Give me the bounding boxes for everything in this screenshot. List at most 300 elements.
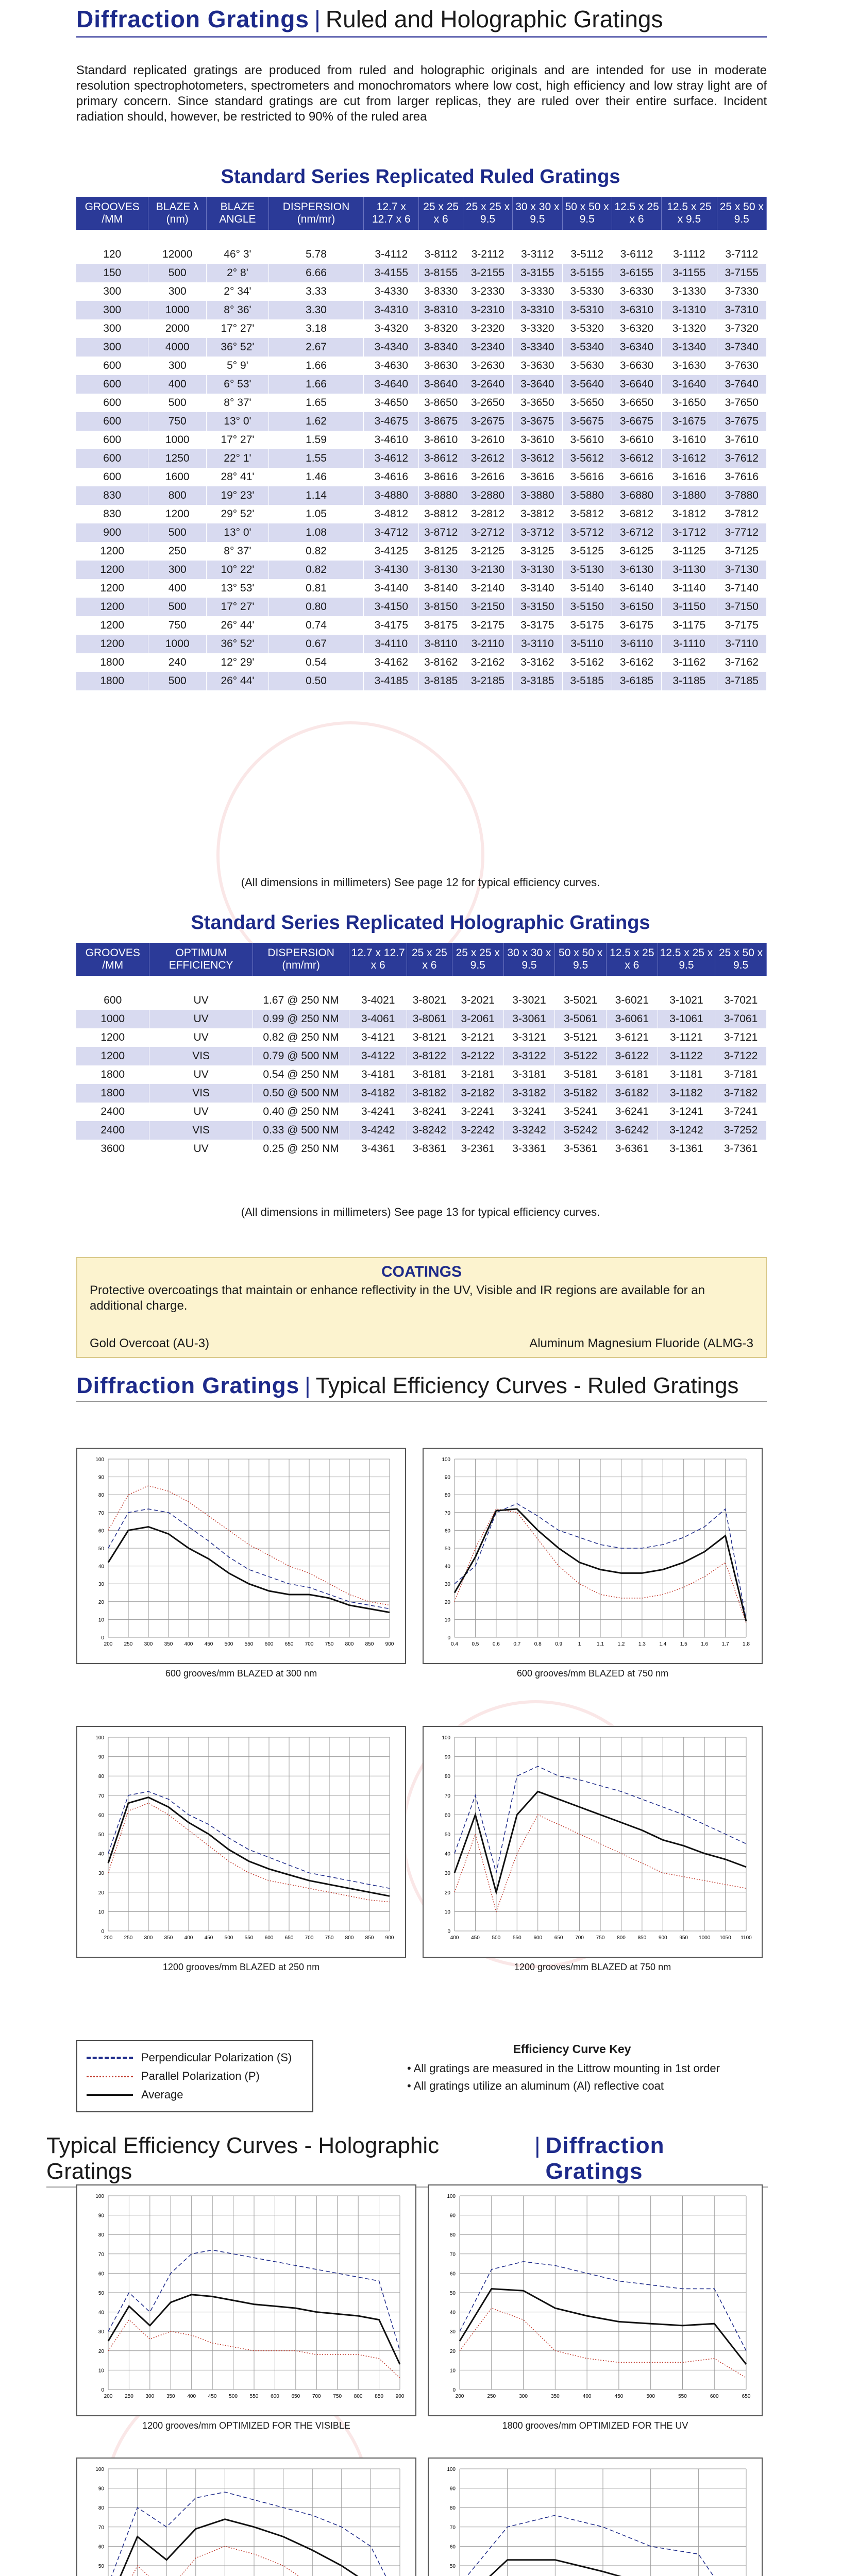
table-cell: 3-2130 bbox=[463, 561, 512, 579]
x-tick-label: 700 bbox=[575, 1935, 584, 1941]
table-cell: 3-8712 bbox=[419, 523, 463, 542]
x-tick-label: 650 bbox=[291, 2394, 300, 2399]
table-cell: 46° 3' bbox=[206, 245, 268, 264]
table-cell: 3-1110 bbox=[662, 635, 717, 653]
table-cell: 3-4110 bbox=[364, 635, 419, 653]
table-cell: 3-4616 bbox=[364, 468, 419, 486]
section-subtitle: Typical Efficiency Curves - Holographic Gratings bbox=[46, 2133, 440, 2184]
table-row bbox=[76, 319, 767, 338]
table-cell: 1000 bbox=[148, 431, 207, 449]
table-cell: 3-1330 bbox=[662, 282, 717, 301]
table-cell: 3-5340 bbox=[562, 338, 612, 357]
table-cell: 3-7361 bbox=[715, 1140, 767, 1158]
y-tick-label: 60 bbox=[444, 1528, 450, 1534]
y-tick-label: 30 bbox=[98, 1582, 104, 1588]
table-row bbox=[76, 449, 767, 468]
y-tick-label: 0 bbox=[452, 2387, 456, 2393]
table-cell: 3-3330 bbox=[513, 282, 562, 301]
table-cell: 3-7130 bbox=[717, 561, 766, 579]
x-tick-label: 250 bbox=[487, 2394, 496, 2399]
x-tick-label: 500 bbox=[224, 1641, 233, 1647]
table-cell: 250 bbox=[148, 542, 207, 561]
x-tick-label: 400 bbox=[450, 1935, 459, 1941]
y-tick-label: 80 bbox=[444, 1493, 450, 1499]
table-cell: 3-3121 bbox=[503, 1028, 555, 1047]
table-cell: 0.79 @ 500 NM bbox=[253, 1047, 349, 1065]
chart-plot bbox=[429, 2185, 762, 2415]
table-cell: 3-5242 bbox=[555, 1121, 607, 1140]
y-tick-label: 50 bbox=[449, 2564, 456, 2569]
table-cell: 3-8185 bbox=[419, 672, 463, 690]
coatings-text: Protective overcoatings that maintain or enhance reflectivity in the UV, Visible and IR regions are available for an additional charge. bbox=[90, 1283, 705, 1313]
table-cell: 3-3242 bbox=[503, 1121, 555, 1140]
y-tick-label: 20 bbox=[449, 2348, 456, 2354]
table-cell: 0.54 bbox=[268, 653, 363, 672]
table-row bbox=[76, 505, 767, 523]
table-cell: 3-2125 bbox=[463, 542, 512, 561]
table-cell: 3-5162 bbox=[562, 653, 612, 672]
ruled-gratings-table bbox=[76, 197, 767, 690]
table-cell: 3-1640 bbox=[662, 375, 717, 394]
table-cell: 1200 bbox=[76, 1028, 149, 1047]
x-tick-label: 900 bbox=[385, 1641, 394, 1647]
table-cell: 3-4155 bbox=[364, 264, 419, 282]
table-cell: 3-2640 bbox=[463, 375, 512, 394]
ruled-table-note: (All dimensions in millimeters) See page 12 for typical efficiency curves. bbox=[241, 876, 600, 889]
table-cell: 1.62 bbox=[268, 412, 363, 431]
table-cell: 3-8630 bbox=[419, 357, 463, 375]
table-cell: 3-4361 bbox=[349, 1140, 407, 1158]
table-row bbox=[76, 1065, 767, 1084]
table-cell: 3-6675 bbox=[612, 412, 661, 431]
table-cell: 17° 27' bbox=[206, 431, 268, 449]
table-cell: 3-4185 bbox=[364, 672, 419, 690]
table-cell: 3-8310 bbox=[419, 301, 463, 319]
y-tick-label: 20 bbox=[98, 1599, 104, 1605]
column-header: BLAZE λ (nm) bbox=[148, 197, 207, 230]
table-row bbox=[76, 1084, 767, 1103]
table-cell: 1200 bbox=[76, 561, 148, 579]
chart-plot bbox=[77, 1727, 405, 1957]
y-tick-label: 30 bbox=[98, 2329, 104, 2335]
x-tick-label: 350 bbox=[164, 1641, 173, 1647]
column-header: 25 x 50 x 9.5 bbox=[715, 943, 767, 976]
x-tick-label: 800 bbox=[617, 1935, 626, 1941]
table-cell: 3-7150 bbox=[717, 598, 766, 616]
table-cell: 0.50 bbox=[268, 672, 363, 690]
y-tick-label: 60 bbox=[98, 2271, 104, 2277]
table-cell: 3-2880 bbox=[463, 486, 512, 505]
y-tick-label: 100 bbox=[442, 1735, 450, 1741]
table-cell: 3-7340 bbox=[717, 338, 766, 357]
x-tick-label: 1.6 bbox=[701, 1641, 709, 1647]
table-cell: 17° 27' bbox=[206, 598, 268, 616]
x-tick-label: 750 bbox=[333, 2394, 342, 2399]
table-cell: 3-6630 bbox=[612, 357, 661, 375]
table-cell: 3-7122 bbox=[715, 1047, 767, 1065]
table-cell: 3-3112 bbox=[513, 245, 562, 264]
brand-title: Diffraction Gratings bbox=[76, 1373, 300, 1398]
table-cell: 3-2241 bbox=[452, 1103, 503, 1121]
table-cell: 300 bbox=[76, 319, 148, 338]
x-tick-label: 550 bbox=[678, 2394, 687, 2399]
table-cell: 3-1675 bbox=[662, 412, 717, 431]
x-tick-label: 1000 bbox=[699, 1935, 711, 1941]
holo-table-title: Standard Series Replicated Holographic Gratings bbox=[191, 912, 650, 934]
table-cell: 3-4182 bbox=[349, 1084, 407, 1103]
table-cell: 3-2185 bbox=[463, 672, 512, 690]
table-cell: 3-5155 bbox=[562, 264, 612, 282]
table-row bbox=[76, 394, 767, 412]
table-cell: 3600 bbox=[76, 1140, 149, 1158]
table-cell: 3-6122 bbox=[607, 1047, 658, 1065]
y-tick-label: 80 bbox=[98, 1774, 104, 1780]
y-tick-label: 80 bbox=[98, 2232, 104, 2239]
table-cell: 3-5612 bbox=[562, 449, 612, 468]
table-row bbox=[76, 1047, 767, 1065]
table-cell: 1250 bbox=[148, 449, 207, 468]
table-cell: 3-1185 bbox=[662, 672, 717, 690]
table-row bbox=[76, 338, 767, 357]
page-header bbox=[76, 5, 767, 38]
y-tick-label: 0 bbox=[101, 2387, 104, 2393]
x-tick-label: 1.1 bbox=[597, 1641, 604, 1647]
table-row bbox=[76, 579, 767, 598]
table-cell: 1.08 bbox=[268, 523, 363, 542]
column-header: 12.5 x 25 x 6 bbox=[607, 943, 658, 976]
table-cell: 1000 bbox=[148, 301, 207, 319]
table-row bbox=[76, 598, 767, 616]
y-tick-label: 50 bbox=[449, 2291, 456, 2296]
x-tick-label: 550 bbox=[512, 1935, 522, 1941]
table-cell: UV bbox=[149, 1028, 253, 1047]
table-cell: 3-1130 bbox=[662, 561, 717, 579]
table-cell: 3-1616 bbox=[662, 468, 717, 486]
table-cell: 1.66 bbox=[268, 375, 363, 394]
column-header: BLAZE ANGLE bbox=[206, 197, 268, 230]
spacer-row bbox=[76, 230, 767, 245]
table-cell: 3-4175 bbox=[364, 616, 419, 635]
y-tick-label: 60 bbox=[98, 1812, 104, 1819]
brand-title: Diffraction Gratings bbox=[76, 6, 309, 32]
holo-table-note: (All dimensions in millimeters) See page 13 for typical efficiency curves. bbox=[241, 1206, 600, 1218]
table-cell: 3-8330 bbox=[419, 282, 463, 301]
table-cell: 3-4812 bbox=[364, 505, 419, 523]
table-cell: 0.99 @ 250 NM bbox=[253, 1010, 349, 1028]
table-cell: 3-5320 bbox=[562, 319, 612, 338]
table-cell: 3-5650 bbox=[562, 394, 612, 412]
coating-almg: Aluminum Magnesium Fluoride (ALMG-3 bbox=[529, 1336, 753, 1350]
table-cell: VIS bbox=[149, 1047, 253, 1065]
legend-s-swatch bbox=[87, 2057, 133, 2059]
table-cell: 1000 bbox=[76, 1010, 149, 1028]
title-separator: | bbox=[314, 6, 321, 32]
x-tick-label: 450 bbox=[471, 1935, 480, 1941]
table-cell: 3-4122 bbox=[349, 1047, 407, 1065]
table-cell: 3-4330 bbox=[364, 282, 419, 301]
x-tick-label: 300 bbox=[144, 1935, 153, 1941]
table-cell: 3-8182 bbox=[407, 1084, 452, 1103]
table-cell: 3-1150 bbox=[662, 598, 717, 616]
y-tick-label: 20 bbox=[444, 1890, 450, 1896]
y-tick-label: 30 bbox=[444, 1871, 450, 1877]
y-tick-label: 0 bbox=[101, 1635, 104, 1641]
y-tick-label: 60 bbox=[98, 1528, 104, 1534]
page-subtitle: Ruled and Holographic Gratings bbox=[325, 6, 663, 32]
table-cell: 3-6320 bbox=[612, 319, 661, 338]
x-tick-label: 450 bbox=[204, 1641, 213, 1647]
table-cell: 1.55 bbox=[268, 449, 363, 468]
table-cell: 3-6185 bbox=[612, 672, 661, 690]
table-cell: 3-1181 bbox=[658, 1065, 715, 1084]
x-tick-label: 500 bbox=[224, 1935, 233, 1941]
x-tick-label: 900 bbox=[395, 2394, 405, 2399]
table-cell: 3-8061 bbox=[407, 1010, 452, 1028]
table-cell: 3-6712 bbox=[612, 523, 661, 542]
x-tick-label: 950 bbox=[679, 1935, 688, 1941]
column-header: 12.5 x 25 x 6 bbox=[612, 197, 661, 230]
efficiency-chart bbox=[76, 1726, 406, 1958]
table-cell: 12000 bbox=[148, 245, 207, 264]
table-cell: 3-1610 bbox=[662, 431, 717, 449]
table-cell: 3-6361 bbox=[607, 1140, 658, 1158]
table-cell: 3-6242 bbox=[607, 1121, 658, 1140]
table-cell: 3-1880 bbox=[662, 486, 717, 505]
table-cell: 3-5241 bbox=[555, 1103, 607, 1121]
table-cell: 3-8021 bbox=[407, 991, 452, 1010]
table-cell: 3-2181 bbox=[452, 1065, 503, 1084]
efficiency-chart bbox=[76, 1448, 406, 1664]
x-tick-label: 0.9 bbox=[555, 1641, 563, 1647]
table-cell: 3-8880 bbox=[419, 486, 463, 505]
column-header: OPTIMUM EFFICIENCY bbox=[149, 943, 253, 976]
chart-plot bbox=[424, 1727, 762, 1957]
table-cell: 3-7310 bbox=[717, 301, 766, 319]
y-tick-label: 100 bbox=[447, 2467, 456, 2472]
table-cell: 600 bbox=[76, 991, 149, 1010]
table-cell: 3-8110 bbox=[419, 635, 463, 653]
table-cell: 3-3140 bbox=[513, 579, 562, 598]
table-cell: 3-5061 bbox=[555, 1010, 607, 1028]
y-tick-label: 100 bbox=[447, 2194, 456, 2199]
table-cell: 3-1650 bbox=[662, 394, 717, 412]
table-cell: 3-3155 bbox=[513, 264, 562, 282]
table-cell: 600 bbox=[76, 394, 148, 412]
y-tick-label: 90 bbox=[444, 1475, 450, 1481]
table-cell: 3-1061 bbox=[658, 1010, 715, 1028]
chart-plot bbox=[77, 1449, 405, 1663]
efficiency-chart bbox=[423, 1726, 763, 1958]
x-tick-label: 1.5 bbox=[680, 1641, 687, 1647]
table-cell: 3-5130 bbox=[562, 561, 612, 579]
table-cell: 0.40 @ 250 NM bbox=[253, 1103, 349, 1121]
table-cell: 3-8242 bbox=[407, 1121, 452, 1140]
y-tick-label: 30 bbox=[98, 1871, 104, 1877]
table-cell: 3-5880 bbox=[562, 486, 612, 505]
y-tick-label: 80 bbox=[98, 1493, 104, 1499]
table-cell: 3-5675 bbox=[562, 412, 612, 431]
table-header-row bbox=[76, 943, 767, 976]
holo-curves-header bbox=[46, 2133, 768, 2188]
x-tick-label: 600 bbox=[264, 1641, 274, 1647]
coatings-title: COATINGS bbox=[381, 1263, 462, 1280]
table-cell: 0.74 bbox=[268, 616, 363, 635]
table-cell: 3-3185 bbox=[513, 672, 562, 690]
x-tick-label: 700 bbox=[305, 1641, 314, 1647]
table-cell: 3-8130 bbox=[419, 561, 463, 579]
table-cell: 3-7616 bbox=[717, 468, 766, 486]
table-cell: 3-1021 bbox=[658, 991, 715, 1010]
y-tick-label: 70 bbox=[98, 1510, 104, 1516]
table-cell: 3-6181 bbox=[607, 1065, 658, 1084]
table-cell: 1.05 bbox=[268, 505, 363, 523]
table-cell: 3-5181 bbox=[555, 1065, 607, 1084]
x-tick-label: 650 bbox=[554, 1935, 563, 1941]
table-cell: 0.82 @ 250 NM bbox=[253, 1028, 349, 1047]
table-cell: 3-6140 bbox=[612, 579, 661, 598]
table-cell: 3-2712 bbox=[463, 523, 512, 542]
table-cell: 3-4241 bbox=[349, 1103, 407, 1121]
table-row bbox=[76, 1010, 767, 1028]
table-cell: 3-3130 bbox=[513, 561, 562, 579]
x-tick-label: 600 bbox=[533, 1935, 543, 1941]
table-cell: 3-4340 bbox=[364, 338, 419, 357]
table-cell: 0.50 @ 500 NM bbox=[253, 1084, 349, 1103]
efficiency-chart bbox=[76, 2458, 416, 2576]
table-cell: 830 bbox=[76, 486, 148, 505]
table-cell: 3-5140 bbox=[562, 579, 612, 598]
table-cell: 1800 bbox=[76, 1065, 149, 1084]
x-tick-label: 750 bbox=[325, 1641, 334, 1647]
column-header: GROOVES /MM bbox=[76, 197, 148, 230]
table-cell: 500 bbox=[148, 264, 207, 282]
table-cell: 3-2121 bbox=[452, 1028, 503, 1047]
x-tick-label: 1050 bbox=[719, 1935, 731, 1941]
table-cell: 6° 53' bbox=[206, 375, 268, 394]
table-cell: 6.66 bbox=[268, 264, 363, 282]
table-row bbox=[76, 1121, 767, 1140]
table-cell: 3-7061 bbox=[715, 1010, 767, 1028]
table-cell: 3-4712 bbox=[364, 523, 419, 542]
table-cell: 3-5021 bbox=[555, 991, 607, 1010]
table-row bbox=[76, 301, 767, 319]
table-cell: 10° 22' bbox=[206, 561, 268, 579]
table-cell: 3-6241 bbox=[607, 1103, 658, 1121]
x-tick-label: 800 bbox=[354, 2394, 363, 2399]
x-tick-label: 1100 bbox=[741, 1935, 752, 1941]
table-cell: 3-4021 bbox=[349, 991, 407, 1010]
column-header: DISPERSION (nm/mr) bbox=[268, 197, 363, 230]
table-cell: 3-7252 bbox=[715, 1121, 767, 1140]
x-tick-label: 200 bbox=[104, 1641, 113, 1647]
x-tick-label: 650 bbox=[284, 1641, 294, 1647]
table-cell: 1000 bbox=[148, 635, 207, 653]
table-cell: 3-7640 bbox=[717, 375, 766, 394]
table-cell: 3-1175 bbox=[662, 616, 717, 635]
table-cell: 3-7121 bbox=[715, 1028, 767, 1047]
legend-s-label: Perpendicular Polarization (S) bbox=[141, 2051, 292, 2064]
key-title: Efficiency Curve Key bbox=[513, 2042, 631, 2056]
x-tick-label: 900 bbox=[385, 1935, 394, 1941]
table-cell: 3-7125 bbox=[717, 542, 766, 561]
table-cell: 600 bbox=[76, 375, 148, 394]
table-cell: 1600 bbox=[148, 468, 207, 486]
table-cell: 3-2061 bbox=[452, 1010, 503, 1028]
table-cell: 3-6061 bbox=[607, 1010, 658, 1028]
table-cell: 1800 bbox=[76, 653, 148, 672]
chart-caption: 1200 grooves/mm BLAZED at 250 nm bbox=[162, 1962, 320, 1972]
table-cell: 3-4162 bbox=[364, 653, 419, 672]
table-cell: 300 bbox=[148, 561, 207, 579]
table-cell: 0.33 @ 500 NM bbox=[253, 1121, 349, 1140]
table-cell: 3-3122 bbox=[503, 1047, 555, 1065]
x-tick-label: 350 bbox=[166, 2394, 175, 2399]
table-cell: 3-7650 bbox=[717, 394, 766, 412]
x-tick-label: 200 bbox=[104, 2394, 113, 2399]
table-cell: 830 bbox=[76, 505, 148, 523]
table-row bbox=[76, 1103, 767, 1121]
table-cell: 1.66 bbox=[268, 357, 363, 375]
table-cell: 3-3712 bbox=[513, 523, 562, 542]
table-cell: 3-2140 bbox=[463, 579, 512, 598]
table-cell: 4000 bbox=[148, 338, 207, 357]
y-tick-label: 60 bbox=[449, 2544, 456, 2550]
table-cell: 1.46 bbox=[268, 468, 363, 486]
table-cell: 3-2122 bbox=[452, 1047, 503, 1065]
chart-caption: 1200 grooves/mm OPTIMIZED FOR THE VISIBLE bbox=[142, 2420, 350, 2431]
y-tick-label: 50 bbox=[98, 2291, 104, 2296]
x-tick-label: 650 bbox=[742, 2394, 751, 2399]
table-cell: 3-7181 bbox=[715, 1065, 767, 1084]
table-cell: 3-1122 bbox=[658, 1047, 715, 1065]
column-header: 25 x 25 x 6 bbox=[419, 197, 463, 230]
key-point: • All gratings are measured in the Littrow mounting in 1st order bbox=[407, 2062, 720, 2075]
table-cell: 3-2330 bbox=[463, 282, 512, 301]
title-separator: | bbox=[534, 2133, 541, 2158]
x-tick-label: 600 bbox=[271, 2394, 279, 2399]
legend-p-swatch bbox=[87, 2076, 133, 2077]
table-cell: 3-7712 bbox=[717, 523, 766, 542]
table-cell: 3-4150 bbox=[364, 598, 419, 616]
table-cell: 400 bbox=[148, 375, 207, 394]
table-cell: 1.67 @ 250 NM bbox=[253, 991, 349, 1010]
x-tick-label: 750 bbox=[325, 1935, 334, 1941]
efficiency-chart bbox=[76, 2184, 416, 2416]
y-tick-label: 100 bbox=[442, 1457, 450, 1463]
table-cell: 8° 36' bbox=[206, 301, 268, 319]
table-cell: 3-1612 bbox=[662, 449, 717, 468]
y-tick-label: 40 bbox=[98, 2310, 104, 2316]
x-tick-label: 1.4 bbox=[659, 1641, 667, 1647]
x-tick-label: 1.7 bbox=[721, 1641, 729, 1647]
chart-caption: 1200 grooves/mm BLAZED at 750 nm bbox=[514, 1962, 671, 1972]
table-cell: 3-4121 bbox=[349, 1028, 407, 1047]
table-cell: 3-4320 bbox=[364, 319, 419, 338]
table-cell: 3-8125 bbox=[419, 542, 463, 561]
table-cell: 3-2182 bbox=[452, 1084, 503, 1103]
table-cell: 3-7110 bbox=[717, 635, 766, 653]
efficiency-chart bbox=[428, 2458, 763, 2576]
table-cell: 3-7021 bbox=[715, 991, 767, 1010]
series-s-pol bbox=[460, 2262, 746, 2351]
table-cell: 3.18 bbox=[268, 319, 363, 338]
table-cell: 26° 44' bbox=[206, 672, 268, 690]
x-tick-label: 450 bbox=[204, 1935, 213, 1941]
table-cell: 3-7675 bbox=[717, 412, 766, 431]
table-cell: 3-5616 bbox=[562, 468, 612, 486]
y-tick-label: 10 bbox=[449, 2368, 456, 2374]
table-cell: 1200 bbox=[148, 505, 207, 523]
